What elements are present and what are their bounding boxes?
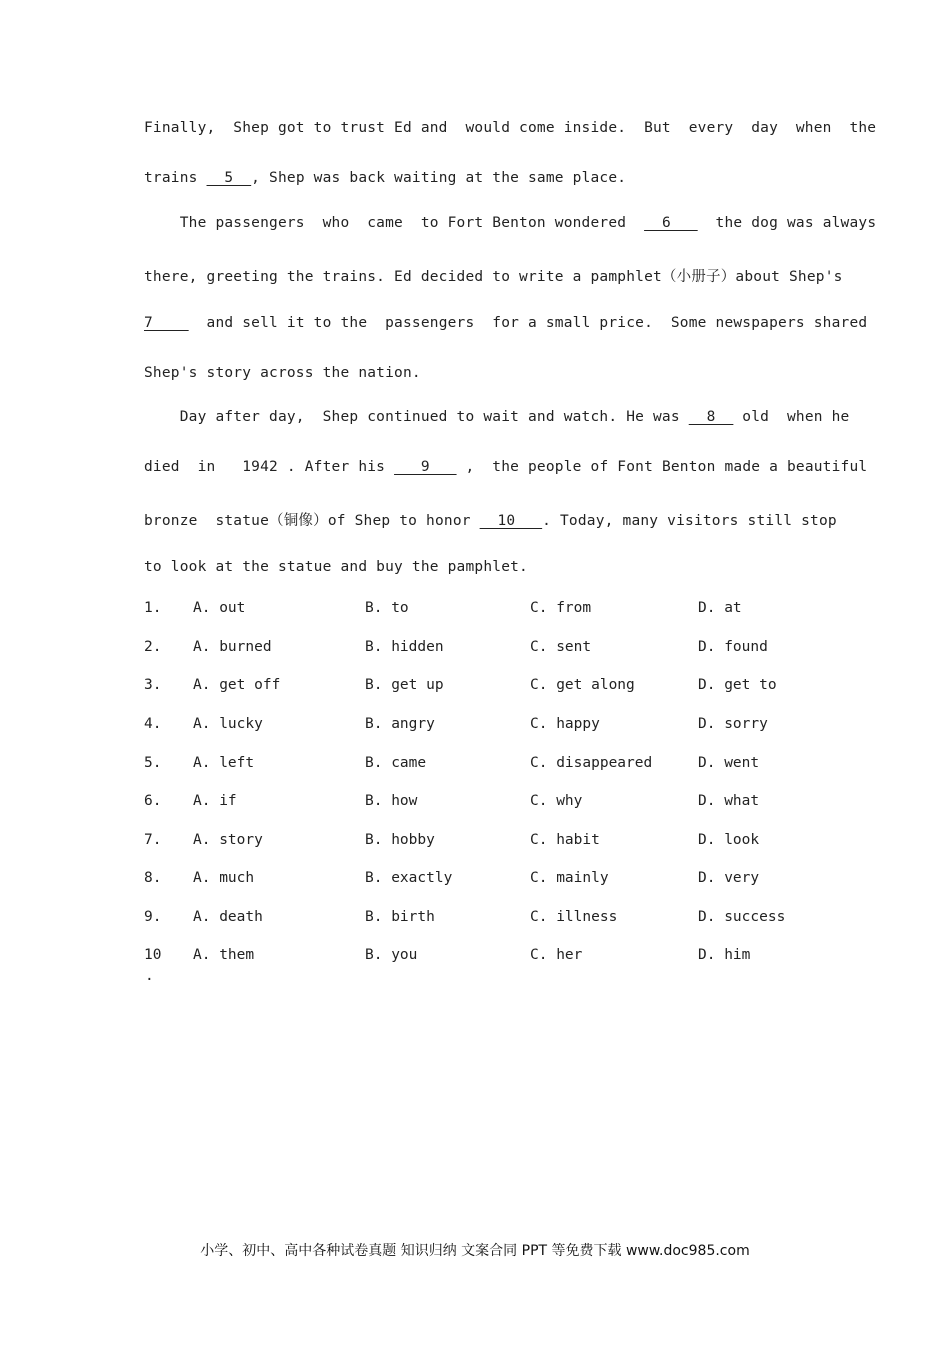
passage-line [144, 409, 849, 425]
option-d: D. at [698, 600, 742, 616]
passage-line [144, 459, 867, 475]
option-b: B. hidden [365, 639, 444, 655]
passage-text: . Today, many visitors still stop [542, 513, 837, 529]
answer-blank: 6 [644, 215, 698, 231]
option-c: C. happy [530, 716, 600, 732]
answer-blank: 5 [206, 170, 252, 186]
passage-text: old when he [733, 409, 850, 425]
option-c: C. mainly [530, 870, 609, 886]
passage-line [144, 365, 421, 381]
option-b: B. get up [365, 677, 444, 693]
passage-text: Shep's story across the nation. [144, 365, 421, 381]
answer-blank: 7 [144, 315, 189, 331]
option-d: D. went [698, 755, 760, 771]
question-number: 2. [144, 639, 162, 655]
question-number: 5. [144, 755, 162, 771]
option-a: A. get off [193, 677, 281, 693]
passage-line [144, 170, 626, 186]
passage-text: Finally, Shep got to trust Ed and would come inside. But every day when the [144, 120, 877, 136]
option-d: D. very [698, 870, 760, 886]
option-d: D. get to [698, 677, 777, 693]
option-b: B. came [365, 755, 427, 771]
question-number: 10 [144, 947, 162, 963]
option-b: B. birth [365, 909, 435, 925]
option-d: D. found [698, 639, 768, 655]
question-number: 7. [144, 832, 162, 848]
footer-text: 小学、初中、高中各种试卷真题 知识归纳 文案合同 PPT 等免费下载 www.doc985.com [200, 1243, 750, 1259]
option-a: A. death [193, 909, 263, 925]
option-b: B. you [365, 947, 418, 963]
question-number: 8. [144, 870, 162, 886]
option-b: B. how [365, 793, 418, 809]
passage-text: The passengers who came to Fort Benton wondered [144, 215, 645, 231]
question-number: 6. [144, 793, 162, 809]
option-c: C. illness [530, 909, 618, 925]
option-b: B. to [365, 600, 409, 616]
option-a: A. much [193, 870, 255, 886]
passage-text: and sell it to the passengers for a small price. Some newspapers shared [188, 315, 868, 331]
question-number: 4. [144, 716, 162, 732]
option-a: A. story [193, 832, 263, 848]
option-b: B. exactly [365, 870, 453, 886]
question-number: 9. [144, 909, 162, 925]
passage-line [144, 215, 876, 231]
option-c: C. from [530, 600, 592, 616]
passage-line [144, 265, 843, 286]
passage-text: , the people of Font Benton made a beautiful [456, 459, 868, 475]
option-c: C. sent [530, 639, 592, 655]
option-d: D. success [698, 909, 786, 925]
passage-text: to look at the statue and buy the pamphlet. [144, 559, 528, 575]
answer-blank: 10 [479, 513, 543, 529]
question-number: 3. [144, 677, 162, 693]
option-c: C. disappeared [530, 755, 653, 771]
passage-line [144, 509, 837, 530]
passage-text: trains [144, 170, 207, 186]
option-c: C. get along [530, 677, 635, 693]
question-10-dot: . [145, 968, 154, 984]
option-b: B. hobby [365, 832, 435, 848]
option-a: A. lucky [193, 716, 263, 732]
option-a: A. if [193, 793, 237, 809]
passage-line [144, 315, 867, 331]
passage-text: the dog was always [697, 215, 877, 231]
passage-line [144, 559, 528, 575]
option-b: B. angry [365, 716, 435, 732]
passage-text: Day after day, Shep continued to wait and watch. He was [144, 409, 689, 425]
question-number: 1. [144, 600, 162, 616]
option-c: C. her [530, 947, 583, 963]
option-c: C. habit [530, 832, 600, 848]
option-d: D. look [698, 832, 760, 848]
passage-text: , Shep was back waiting at the same place. [251, 170, 627, 186]
answer-blank: 8 [688, 409, 734, 425]
passage-text: died in 1942 . After his [144, 459, 395, 475]
passage-text: bronze statue（铜像）of Shep to honor [144, 513, 480, 529]
passage-text: there, greeting the trains. Ed decided to write a pamphlet（小册子）about Shep's [144, 269, 843, 285]
passage-line [144, 120, 876, 136]
option-a: A. out [193, 600, 246, 616]
answer-blank: 9 [394, 459, 457, 475]
option-d: D. what [698, 793, 760, 809]
option-d: D. sorry [698, 716, 768, 732]
option-c: C. why [530, 793, 583, 809]
option-a: A. left [193, 755, 255, 771]
option-a: A. burned [193, 639, 272, 655]
option-d: D. him [698, 947, 751, 963]
option-a: A. them [193, 947, 255, 963]
